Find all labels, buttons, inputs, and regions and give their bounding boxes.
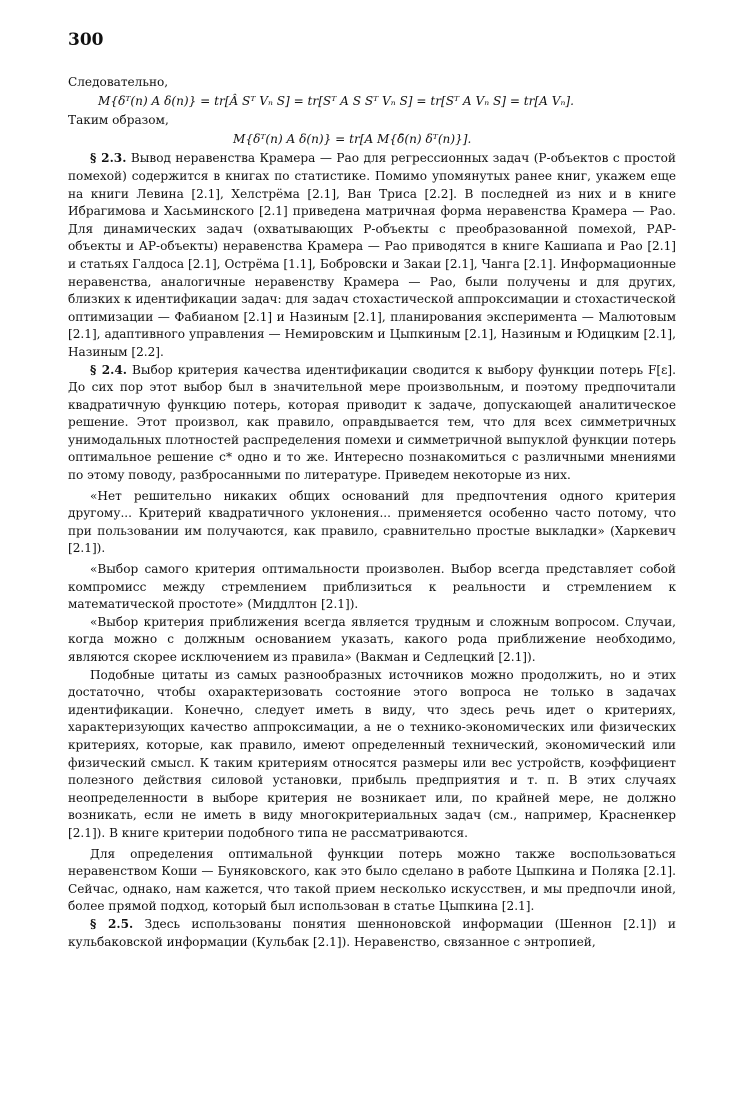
formula-2: M{δᵀ(n) A δ(n)} = tr[A M{δ̄(n) δᵀ(n)}].: [233, 131, 472, 146]
section-2-4-label: § 2.4.: [90, 362, 127, 377]
section-2-3-text: Вывод неравенства Крамера — Рао для регрессионных задач (Р-объектов с простой помехой) содержится в книгах по статистике. Помимо упомянутых ранее книг, укажем еще на книги Левина [2.1], Хелстрёма [2.1], Ван Триса [2.2]. В последней из них и в книге Ибрагимова и Хасьминского [2.1] приведена матричная форма неравенства Крамера — Рао. Для динамических задач (охватывающих Р-объекты с преобразованной помехой, РАР-объекты и АР-объекты) неравенства Крамера — Рао приводятся в книге Кашиапа и Рао [2.1] и статьях Галдоса [2.1], Острёма [1.1], Бобровски и Закаи [2.1], Чанга [2.1]. Информационные неравенства, аналогичные неравенству Крамера — Рао, были получены и для других, близких к идентификации задач: для задач стохастической аппроксимации и стохастической оптимизации — Фабианом [2.1] и Назиным [2.1], планирования эксперимента — Малютовым [2.1], адаптивного управления — Немировским и Цыпкиным [2.1], Назиным и Юдицким [2.1], Назиным [2.2].: [68, 151, 676, 359]
quote-kharkevich: «Нет решительно никаких общих оснований для предпочтения одного критерия другому... Критерий квадратичного уклонения... применяется особенно часто потому, что при пользовании им получаются, как правило, сравнительно простые выкладки» (Харкевич [2.1]).: [68, 488, 676, 556]
section-2-4: [68, 362, 676, 485]
section-2-5: [68, 916, 676, 951]
formula-1: M{δᵀ(n) A δ(n)} = tr[Â Sᵀ Vₙ S] = tr[Sᵀ A S Sᵀ Vₙ S] = tr[Sᵀ A Vₙ S] = tr[A Vₙ].: [98, 93, 574, 108]
quote-vakman: «Выбор критерия приближения всегда является трудным и сложным вопросом. Случаи, когда можно с должным основанием указать, какого рода приближение необходимо, являются скорее исключением из правила» (Вакман и Седлецкий [2.1]).: [68, 614, 676, 664]
page-number: 300: [68, 30, 104, 50]
page: [68, 30, 676, 951]
paragraph-cauchy: Для определения оптимальной функции потерь можно также воспользоваться неравенством Коши — Буняковского, как это было сделано в работе Цыпкина и Поляка [2.1]. Сейчас, однако, нам кажется, что такой прием несколько искусствен, и мы предпочли иной, более прямой подход, который был использован в статье Цыпкина [2.1].: [68, 846, 676, 914]
section-2-4-text: Выбор критерия качества идентификации сводится к выбору функции потерь F[ε]. До сих пор этот выбор был в значительной мере произвольным, и поэтому предпочитали квадратичную функцию потерь, которая приводит к задаче, допускающей аналитическое решение. Этот произвол, как правило, оправдывается тем, что для всех симметричных унимодальных плотностей распределения помехи и симметричной выпуклой функции потерь оптимальное решение c* одно и то же. Интересно познакомиться с различными мнениями по этому поводу, разбросанными по литературе. Приведем некоторые из них.: [68, 362, 676, 483]
section-2-3-label: § 2.3.: [90, 151, 127, 166]
section-2-5-label: § 2.5.: [90, 916, 134, 931]
section-2-5-text: Здесь использованы понятия шенноновской информации (Шеннон [2.1]) и кульбаковской информации (Кульбак [2.1]). Неравенство, связанное с энтропией,: [68, 916, 676, 949]
section-2-3: [68, 150, 676, 361]
quote-middleton: «Выбор самого критерия оптимальности произволен. Выбор всегда представляет собой компромисс между стремлением приблизиться к реальности и стремлением к математической простоте» (Миддлтон [2.1]).: [68, 562, 676, 612]
intro-text-1: Следовательно,: [68, 75, 169, 89]
paragraph-similar-quotes: Подобные цитаты из самых разнообразных источников можно продолжить, но и этих достаточно, чтобы охарактеризовать состояние этого вопроса не только в задачах идентификации. Конечно, следует иметь в виду, что здесь речь идет о критериях, характеризующих качество аппроксимации, а не о технико-экономических или физических критериях, которые, как правило, имеют определенный технический, экономический или физический смысл. К таким критериям относятся размеры или вес устройств, коэффициент полезного действия силовой установки, прибыль предприятия и т. п. В этих случаях неопределенности в выборе критерия не возникает или, по крайней мере, не должно возникать, если не иметь в виду многокритериальных задач (см., например, Красненкер [2.1]). В книге критерии подобного типа не рассматриваются.: [68, 667, 676, 840]
intro-text-2: Таким образом,: [68, 113, 169, 128]
